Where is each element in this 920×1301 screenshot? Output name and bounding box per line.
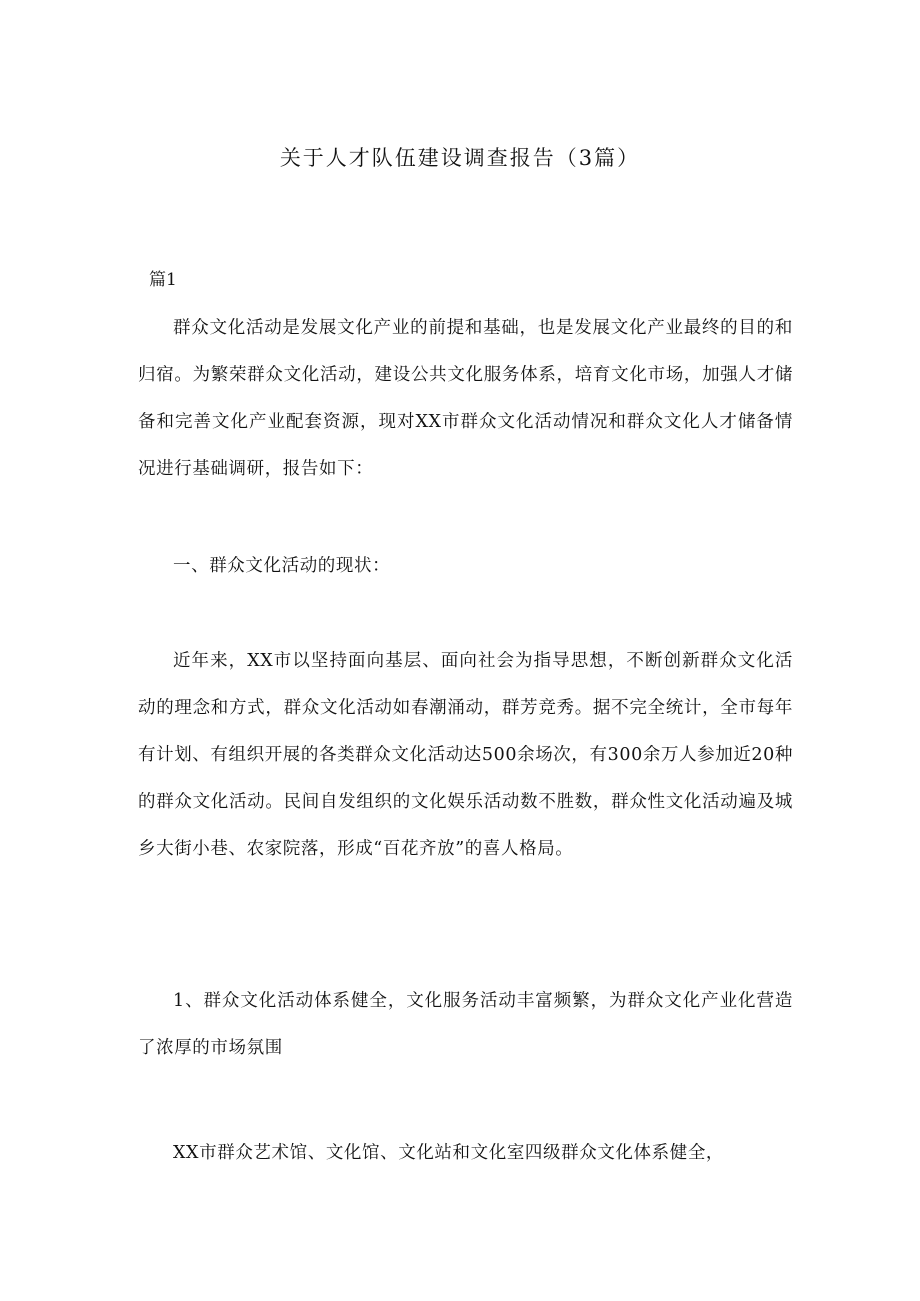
paragraph-intro: 群众文化活动是发展文化产业的前提和基础，也是发展文化产业最终的目的和归宿。为繁荣群众文化活动，建设公共文化服务体系，培育文化市场，加强人才储备和完善文化产业配套资源，现对XX市群众文化活动情况和群众文化人才储备情况进行基础调研，报告如下： — [138, 318, 793, 479]
document-title: 关于人才队伍建设调查报告（3篇） — [279, 146, 641, 170]
paragraph-system: XX市群众艺术馆、文化馆、文化站和文化室四级群众文化体系健全， — [173, 1143, 725, 1163]
subheading-1: 1、群众文化活动体系健全，文化服务活动丰富频繁，为群众文化产业化营造了浓厚的市场氛围 — [138, 991, 793, 1058]
section-label: 篇1 — [149, 270, 177, 290]
section-heading-1: 一、群众文化活动的现状： — [173, 556, 391, 576]
paragraph-status: 近年来，XX市以坚持面向基层、面向社会为指导思想，不断创新群众文化活动的理念和方式，群众文化活动如春潮涌动，群芳竞秀。据不完全统计，全市每年有计划、有组织开展的各类群众文化活动达500余场次，有300余万人参加近20种的群众文化活动。民间自发组织的文化娱乐活动数不胜数，群众性文化活动遍及城乡大街小巷、农家院落，形成“百花齐放”的喜人格局。 — [138, 651, 793, 859]
